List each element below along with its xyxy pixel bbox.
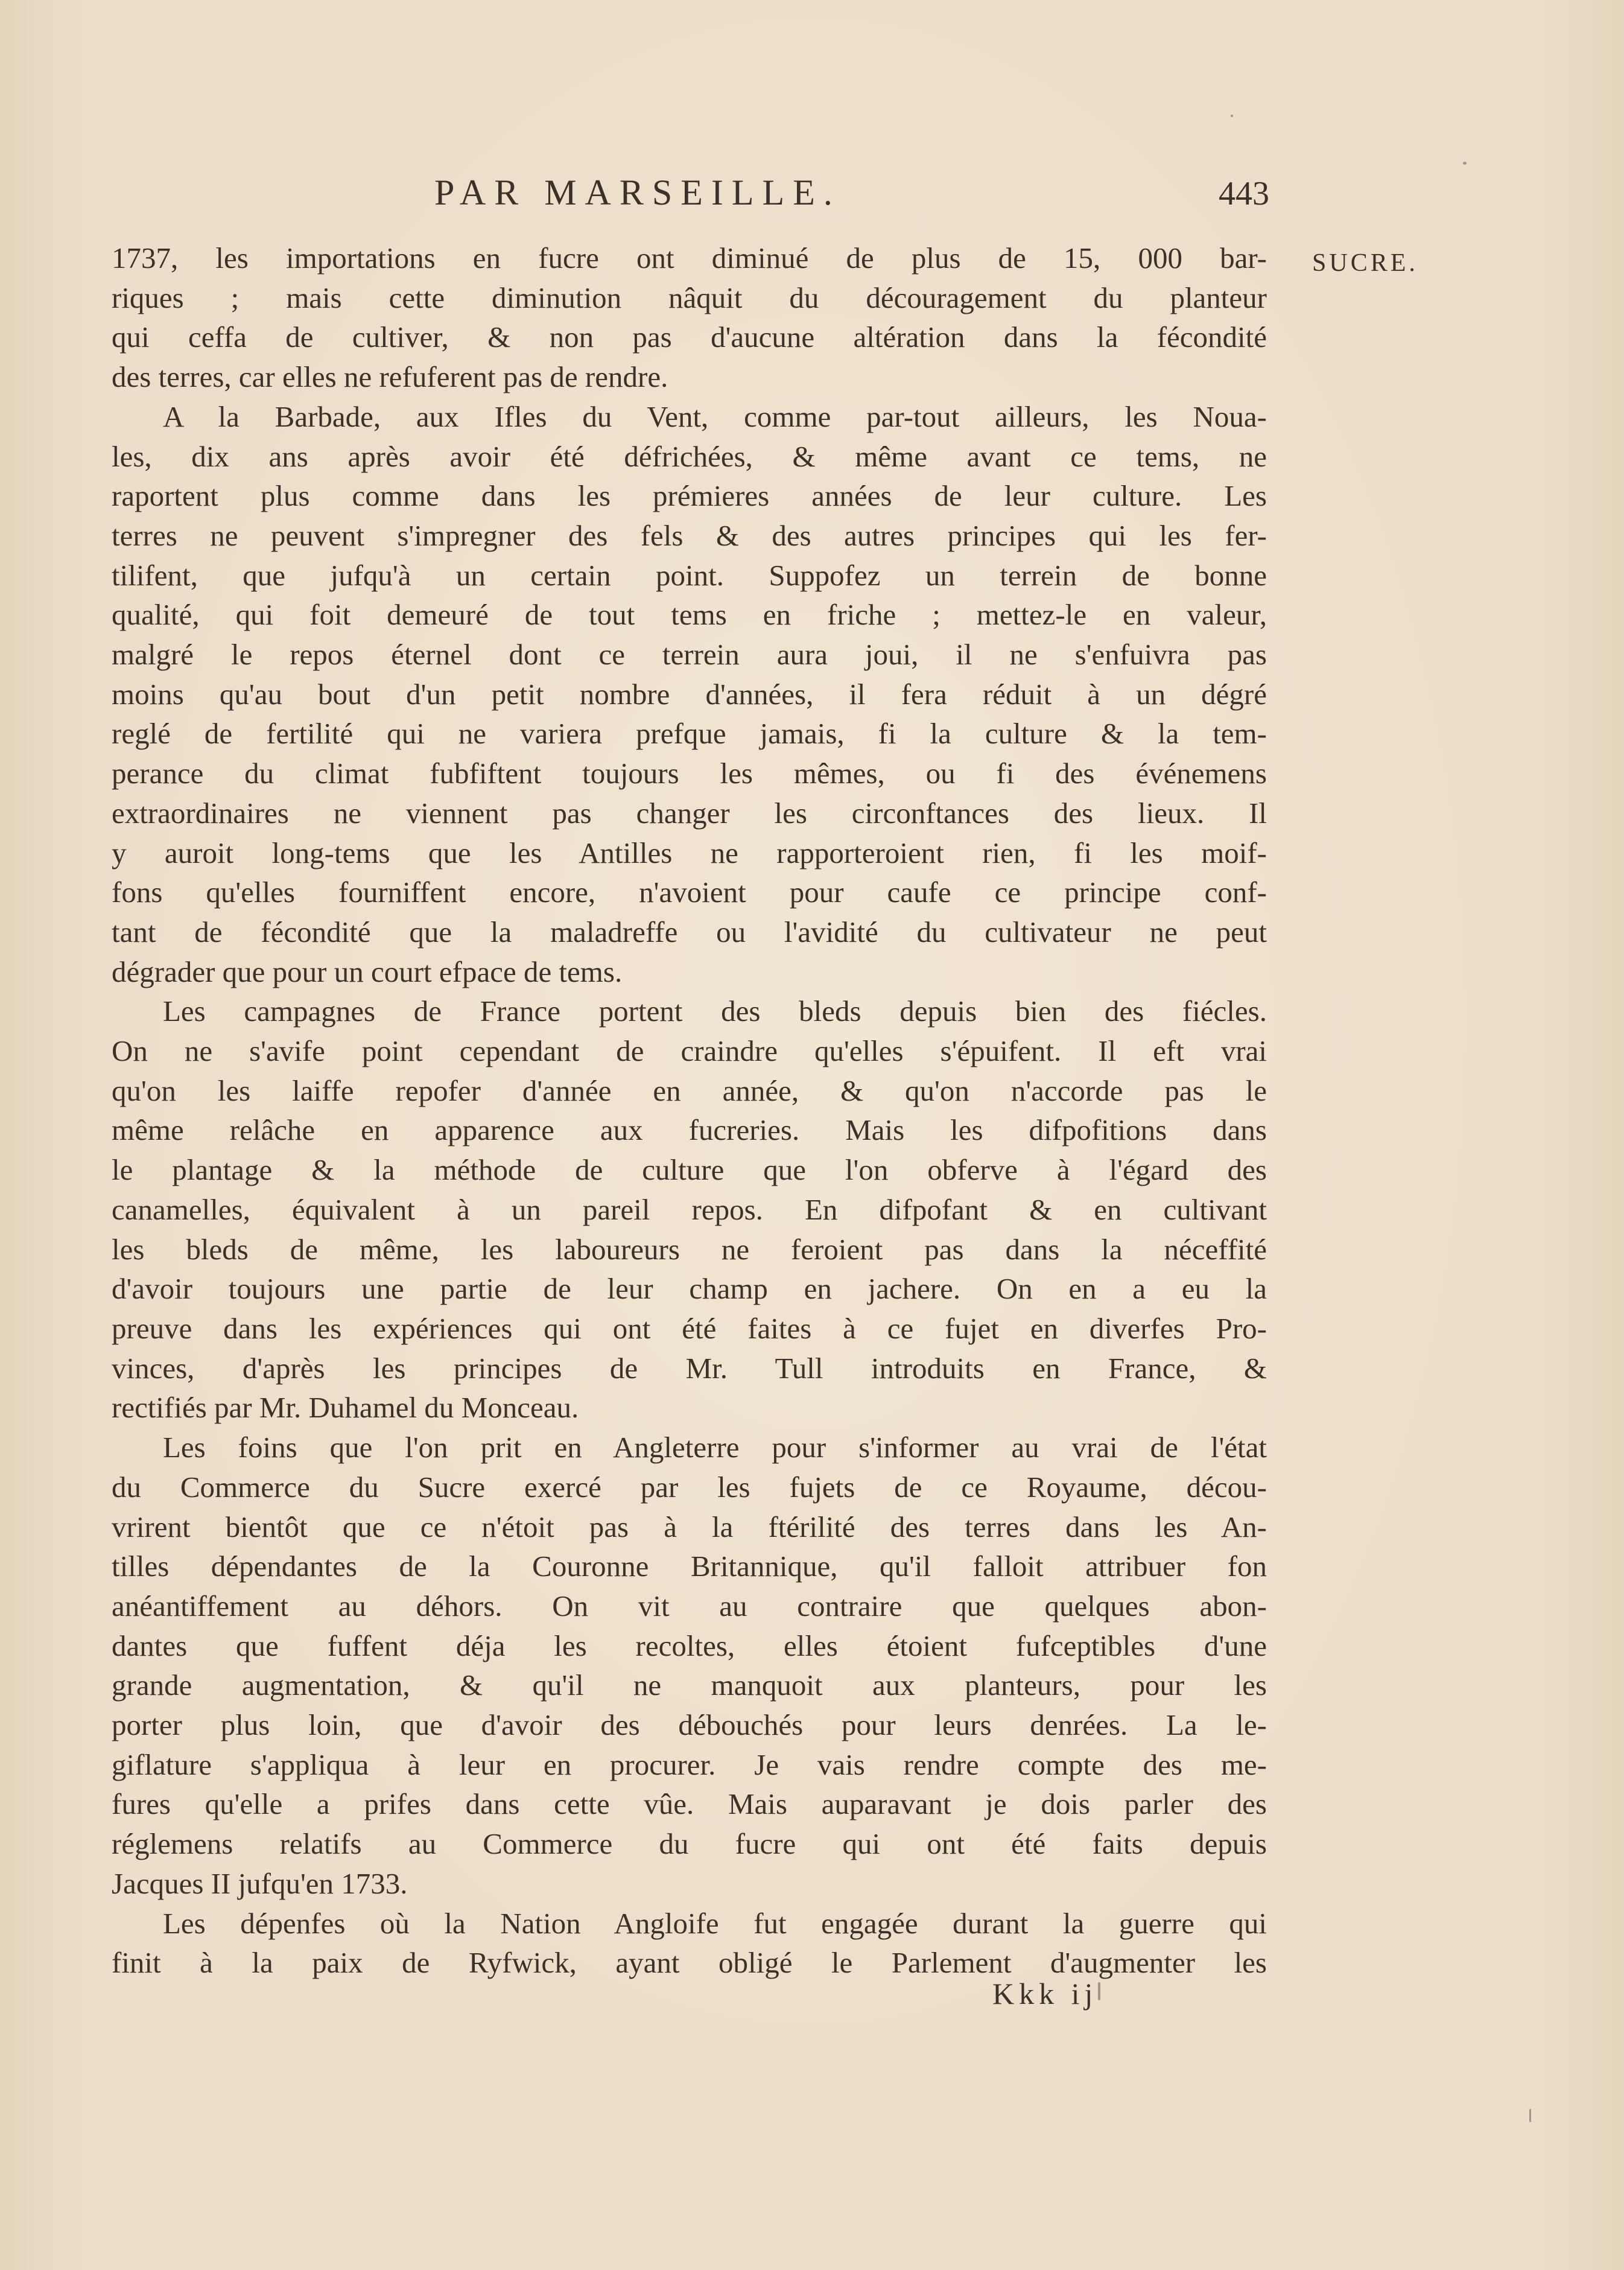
marginal-note: SUCRE.	[1312, 249, 1418, 277]
text-line: les bleds de même, les laboureurs ne feroient pas dans la néceffité	[112, 1232, 1267, 1266]
paper-speck	[1098, 1982, 1100, 2000]
text-line: terres ne peuvent s'impregner des fels & des autres principes qui les fer-	[112, 518, 1267, 552]
text-line: qu'on les laiffe repofer d'année en année, & qu'on n'accorde pas le	[112, 1073, 1267, 1107]
text-line: vrirent bientôt que ce n'étoit pas à la ftérilité des terres dans les An-	[112, 1510, 1267, 1544]
text-line: tilifent, que jufqu'à un certain point. Suppofez un terrein de bonne	[112, 558, 1267, 592]
text-line: même relâche en apparence aux fucreries. Mais les difpofitions dans	[112, 1113, 1267, 1147]
body-text	[112, 238, 1267, 1983]
text-line: perance du climat fubfiftent toujours les mêmes, ou fi des événemens	[112, 757, 1267, 790]
running-title: PAR MARSEILLE.	[434, 173, 841, 212]
text-line: reglé de fertilité qui ne variera prefque jamais, fi la culture & la tem-	[112, 717, 1267, 751]
text-line: le plantage & la méthode de culture que l'on obferve à l'égard des	[112, 1153, 1267, 1187]
text-line: finit à la paix de Ryfwick, ayant obligé le Parlement d'augmenter les	[112, 1946, 1267, 1980]
text-line: des terres, car elles ne refuferent pas de rendre.	[112, 360, 668, 394]
text-line: Jacques II jufqu'en 1733.	[112, 1866, 408, 1900]
running-head	[109, 172, 1267, 220]
text-line: Les foins que l'on prit en Angleterre pour s'informer au vrai de l'état	[163, 1431, 1267, 1464]
text-line: fures qu'elle a prifes dans cette vûe. Mais auparavant je dois parler des	[112, 1787, 1267, 1821]
page-number: 443	[1219, 175, 1269, 212]
text-line: On ne s'avife point cependant de craindre qu'elles s'épuifent. Il eft vrai	[112, 1034, 1267, 1068]
text-line: canamelles, équivalent à un pareil repos. En difpofant & en cultivant	[112, 1192, 1267, 1226]
paper-speck	[1529, 2109, 1531, 2122]
text-line: dantes que fuffent déja les recoltes, elles étoient fufceptibles d'une	[112, 1629, 1267, 1662]
signature-mark: Kkk ij	[992, 1977, 1098, 2011]
text-line: réglemens relatifs au Commerce du fucre qui ont été faits depuis	[112, 1827, 1267, 1861]
text-line: tilles dépendantes de la Couronne Britannique, qu'il falloit attribuer fon	[112, 1550, 1267, 1583]
text-line: giflature s'appliqua à leur en procurer. Je vais rendre compte des me-	[112, 1747, 1267, 1781]
text-line: A la Barbade, aux Ifles du Vent, comme par-tout ailleurs, les Noua-	[163, 399, 1267, 433]
text-line: tant de fécondité que la maladreffe ou l'avidité du cultivateur ne peut	[112, 915, 1267, 949]
text-line: du Commerce du Sucre exercé par les fujets de ce Royaume, décou-	[112, 1470, 1267, 1504]
text-line: malgré le repos éternel dont ce terrein aura joui, il ne s'enfuivra pas	[112, 638, 1267, 672]
text-line: riques ; mais cette diminution nâquit du découragement du planteur	[112, 281, 1267, 314]
text-line: preuve dans les expériences qui ont été faites à ce fujet en diverfes Pro-	[112, 1311, 1267, 1345]
text-line: dégrader que pour un court efpace de tems.	[112, 955, 623, 988]
text-line: moins qu'au bout d'un petit nombre d'années, il fera réduit à un dégré	[112, 677, 1267, 711]
text-line: rectifiés par Mr. Duhamel du Monceau.	[112, 1391, 579, 1425]
text-line: y auroit long-tems que les Antilles ne rapporteroient rien, fi les moif-	[112, 836, 1267, 870]
text-line: vinces, d'après les principes de Mr. Tull introduits en France, &	[112, 1351, 1267, 1385]
text-line: grande augmentation, & qu'il ne manquoit aux planteurs, pour les	[112, 1668, 1267, 1702]
text-line: 1737, les importations en fucre ont diminué de plus de 15, 000 bar-	[112, 241, 1267, 275]
text-line: anéantiffement au déhors. On vit au contraire que quelques abon-	[112, 1589, 1267, 1623]
text-line: extraordinaires ne viennent pas changer les circonftances des lieux. Il	[112, 796, 1267, 830]
text-line: raportent plus comme dans les prémieres années de leur culture. Les	[112, 479, 1267, 513]
paper-speck	[1463, 162, 1467, 165]
text-line: qui ceffa de cultiver, & non pas d'aucune altération dans la fécondité	[112, 320, 1267, 354]
paper-speck	[1231, 115, 1233, 117]
text-line: les, dix ans après avoir été défrichées, & même avant ce tems, ne	[112, 439, 1267, 473]
text-line: Les dépenfes où la Nation Angloife fut engagée durant la guerre qui	[163, 1906, 1267, 1940]
text-line: d'avoir toujours une partie de leur champ en jachere. On en a eu la	[112, 1272, 1267, 1306]
text-line: porter plus loin, que d'avoir des débouchés pour leurs denrées. La le-	[112, 1708, 1267, 1742]
text-line: qualité, qui foit demeuré de tout tems en friche ; mettez-le en valeur,	[112, 598, 1267, 632]
text-line: fons qu'elles fourniffent encore, n'avoient pour caufe ce principe conf-	[112, 876, 1267, 909]
text-line: Les campagnes de France portent des bleds depuis bien des fiécles.	[163, 994, 1267, 1028]
